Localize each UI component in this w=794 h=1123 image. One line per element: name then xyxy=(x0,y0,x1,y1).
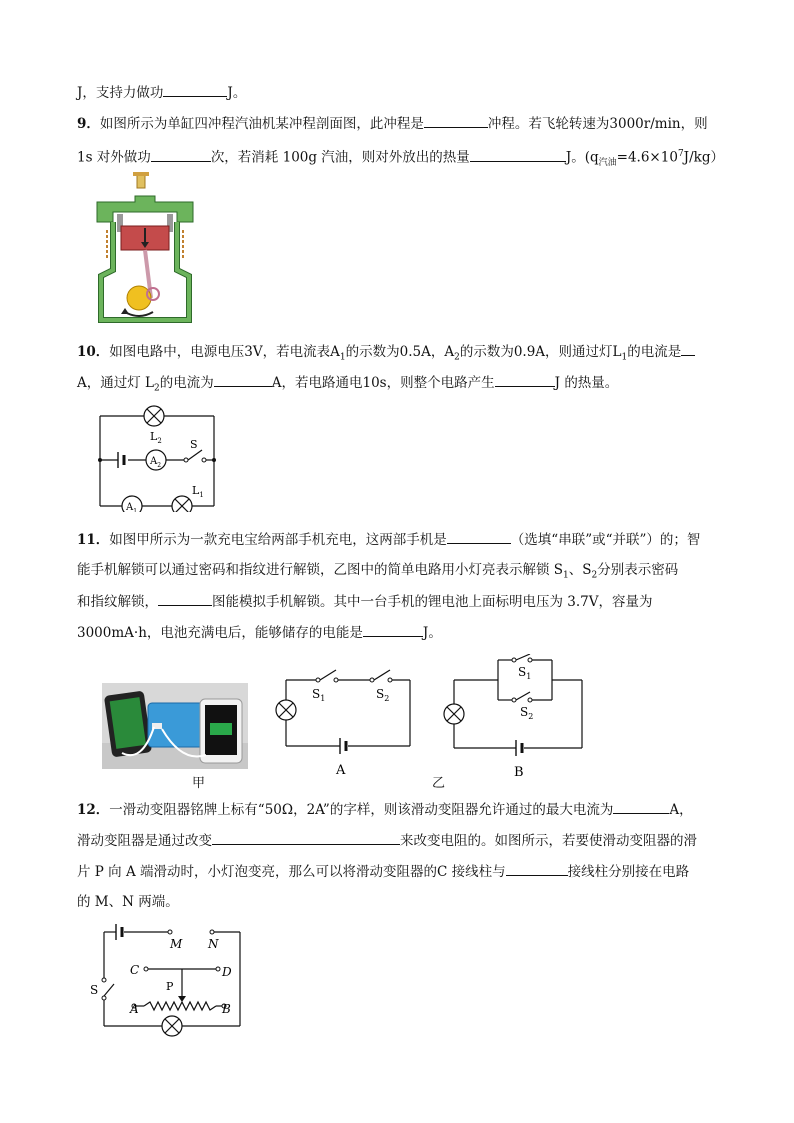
q10-line-1: 10．如图电路中，电源电压3V，若电流表$A_1$的示数为0.5A，$A_2$的示数为0.9A，则通过灯$L_1$的电流是 xyxy=(77,341,695,368)
question-number: 9． xyxy=(77,116,100,132)
answer-blank[interactable] xyxy=(363,622,423,637)
terminal-n-label: N xyxy=(208,937,219,951)
q12-line-2: 滑动变阻器是通过改变 来改变电阻的。如图所示，若要使滑动变阻器的滑 xyxy=(77,830,697,851)
terminal-d-label: D xyxy=(222,965,232,979)
answer-blank[interactable] xyxy=(212,830,400,845)
lamp-l2-label: $L_2$ xyxy=(150,430,162,445)
engine-diagram xyxy=(95,170,195,330)
q12-line-4: 的 M、N 两端。 xyxy=(77,894,179,910)
caption-jia: 甲 xyxy=(192,776,206,791)
q11-line-4: 3000mA·h，电池充满电后，能够储存的电能是 J。 xyxy=(77,622,442,643)
answer-blank[interactable] xyxy=(470,147,566,162)
switch-s-label: S xyxy=(190,438,198,451)
answer-blank[interactable] xyxy=(158,591,212,606)
lamp-l1-label: $L_1$ xyxy=(192,484,204,499)
switch-s2-label: $S_2$ xyxy=(376,687,390,703)
power-bank-photo xyxy=(102,683,248,769)
slider-p-label: P xyxy=(166,980,174,993)
question-number: 12． xyxy=(77,802,110,818)
answer-blank[interactable] xyxy=(424,113,488,128)
q9-line-1: 9．如图所示为单缸四冲程汽油机某冲程剖面图，此冲程是 冲程。若飞轮转速为3000r/min，则 xyxy=(77,113,708,134)
q11-line-1: 11．如图甲所示为一款充电宝给两部手机充电，这两部手机是 （选填“串联”或“并联”）的；智 xyxy=(77,529,700,550)
circuit-b-label: B xyxy=(514,765,524,776)
answer-blank[interactable] xyxy=(613,799,669,814)
rheostat-circuit xyxy=(90,922,250,1040)
answer-blank[interactable] xyxy=(495,372,555,387)
question-number: 10． xyxy=(77,344,110,360)
ammeter-a2-label: $A_2$ xyxy=(150,456,162,469)
q10-line-2: A，通过灯 $L_2$的电流为 A，若电路通电10s，则整个电路产生 J 的热量。 xyxy=(77,372,618,399)
q10-circuit xyxy=(92,402,232,512)
q8-tail-line: J，支持力做功 J。 xyxy=(77,82,246,103)
answer-blank[interactable] xyxy=(506,861,568,876)
switch-s1-label: $S_1$ xyxy=(518,665,532,681)
q9-line-2: 1s 对外做功 次，若消耗 100g 汽油，则对外放出的热量 J。$(q_{汽油}=4.6\times 10^7J/kg)$ xyxy=(77,144,724,173)
question-number: 11． xyxy=(77,532,110,548)
switch-s2-label: $S_2$ xyxy=(520,705,534,721)
circuit-a xyxy=(272,666,412,776)
switch-s-label: S xyxy=(90,983,99,997)
terminal-m-label: M xyxy=(170,937,183,951)
answer-blank[interactable] xyxy=(163,82,227,97)
terminal-c-label: C xyxy=(130,963,140,977)
answer-blank[interactable] xyxy=(214,372,272,387)
answer-blank[interactable] xyxy=(447,529,511,544)
circuit-a-label: A xyxy=(336,763,346,776)
ammeter-a1-label: $A_1$ xyxy=(126,502,138,512)
q11-line-2: 能手机解锁可以通过密码和指纹进行解锁，乙图中的简单电路用小灯亮表示解锁 $S_1$、$S_2$分别表示密码 xyxy=(77,562,679,581)
q11-line-3: 和指纹解锁， 图能模拟手机解锁。其中一台手机的锂电池上面标明电压为 3.7V，容量为 xyxy=(77,591,653,612)
answer-blank[interactable] xyxy=(151,147,211,162)
caption-yi: 乙 xyxy=(432,776,446,791)
q12-line-3: 片 P 向 A 端滑动时，小灯泡变亮，那么可以将滑动变阻器的C 接线柱与 接线柱分别接在电路 xyxy=(77,861,689,882)
terminal-b-label: B xyxy=(222,1002,231,1016)
circuit-b xyxy=(440,654,590,776)
q12-line-1: 12．一滑动变阻器铭牌上标有“50Ω，2A”的字样，则该滑动变阻器允许通过的最大电流为 A， xyxy=(77,799,693,820)
answer-blank[interactable] xyxy=(681,341,695,356)
terminal-a-label: A xyxy=(130,1002,139,1016)
switch-s1-label: $S_1$ xyxy=(312,687,326,703)
